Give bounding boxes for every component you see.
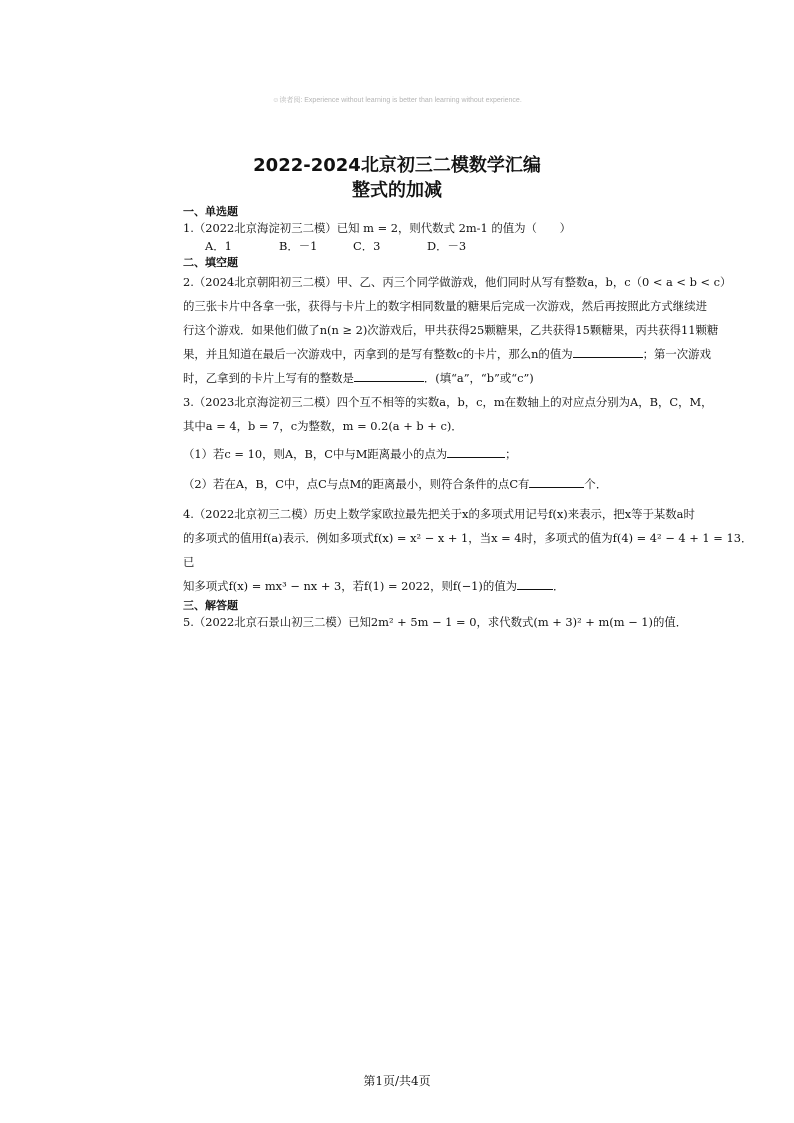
watermark: ☺读者阅: Experience without learning is better than learning without experience. bbox=[272, 97, 522, 104]
document-title: 2022-2024北京初三二模数学汇编 bbox=[253, 155, 541, 176]
option-a: A．1 bbox=[205, 239, 232, 253]
answer-blank bbox=[447, 445, 505, 458]
question-2-text: 时，乙拿到的卡片上写有的整数是 bbox=[183, 371, 354, 385]
question-2-line bbox=[183, 342, 758, 366]
option-b: B．－1 bbox=[279, 239, 318, 253]
question-4-text: ． bbox=[553, 579, 565, 593]
question-3-part-1 bbox=[183, 442, 758, 466]
question-3-line: 3.（2023北京海淀初三二模）四个互不相等的实数a，b，c，m在数轴上的对应点分别为A，B，C，M， bbox=[183, 395, 713, 409]
question-1-options bbox=[183, 237, 758, 255]
question-2-text: ；第一次游戏 bbox=[642, 347, 711, 361]
question-2-line: 2.（2024北京朝阳初三二模）甲、乙、丙三个同学做游戏，他们同时从写有整数a，b，c（0 < a < b < c） bbox=[183, 275, 732, 289]
question-2-text: 果，并且知道在最后一次游戏中，丙拿到的是写有整数c的卡片，那么n的值为 bbox=[183, 347, 573, 361]
section-heading-solution: 三、解答题 bbox=[183, 599, 238, 612]
answer-blank bbox=[517, 577, 553, 590]
question-content bbox=[183, 204, 758, 631]
question-2-line bbox=[183, 366, 758, 390]
answer-blank bbox=[354, 369, 424, 382]
question-3 bbox=[183, 390, 758, 496]
question-3-text: ； bbox=[505, 447, 517, 461]
section-heading-single-choice: 一、单选题 bbox=[183, 205, 238, 218]
answer-blank bbox=[529, 475, 584, 488]
question-4-line: 的多项式的值用f(a)表示．例如多项式f(x) = x² − x + 1，当x = 4时，多项式的值为f(4) = 4² − 4 + 1 = 13．已 bbox=[183, 531, 753, 569]
question-3-line: 其中a = 4，b = 7，c为整数，m = 0.2(a + b + c)． bbox=[183, 419, 463, 433]
question-2-line: 行这个游戏．如果他们做了n(n ≥ 2)次游戏后，甲共获得25颗糖果，乙共获得15颗糖果，丙共获得11颗糖 bbox=[183, 323, 719, 337]
question-2 bbox=[183, 270, 758, 390]
option-d: D．－3 bbox=[427, 239, 467, 253]
question-4 bbox=[183, 502, 758, 598]
question-3-text: （1）若c = 10，则A，B，C中与M距离最小的点为 bbox=[183, 447, 448, 461]
question-3-text: （2）若在A，B，C中，点C与点M的距离最小，则符合条件的点C有 bbox=[183, 477, 530, 491]
question-4-line: 4.（2022北京初三二模）历史上数学家欧拉最先把关于x的多项式用记号f(x)来表示，把x等于某数a时 bbox=[183, 507, 695, 521]
question-2-text: ．(填“a”，“b”或“c”) bbox=[423, 371, 534, 385]
page-footer: 第1页/共4页 bbox=[363, 1074, 431, 1088]
question-4-text: 知多项式f(x) = mx³ − nx + 3，若f(1) = 2022，则f(−1)的值为 bbox=[183, 579, 517, 593]
question-5: 5.（2022北京石景山初三二模）已知2m² + 5m − 1 = 0，求代数式(m + 3)² + m(m − 1)的值． bbox=[183, 615, 688, 629]
option-c: C．3 bbox=[353, 239, 381, 253]
section-heading-fill-blank: 二、填空题 bbox=[183, 256, 238, 269]
question-1: 1.（2022北京海淀初三二模）已知 m = 2，则代数式 2m-1 的值为（ ） bbox=[183, 221, 572, 235]
question-4-line bbox=[183, 574, 758, 598]
document-subtitle: 整式的加减 bbox=[352, 180, 442, 201]
question-2-line: 的三张卡片中各拿一张，获得与卡片上的数字相同数量的糖果后完成一次游戏，然后再按照此方式继续进 bbox=[183, 299, 707, 313]
question-3-part-2 bbox=[183, 472, 758, 496]
question-3-text: 个． bbox=[584, 477, 608, 491]
answer-blank bbox=[573, 345, 643, 358]
